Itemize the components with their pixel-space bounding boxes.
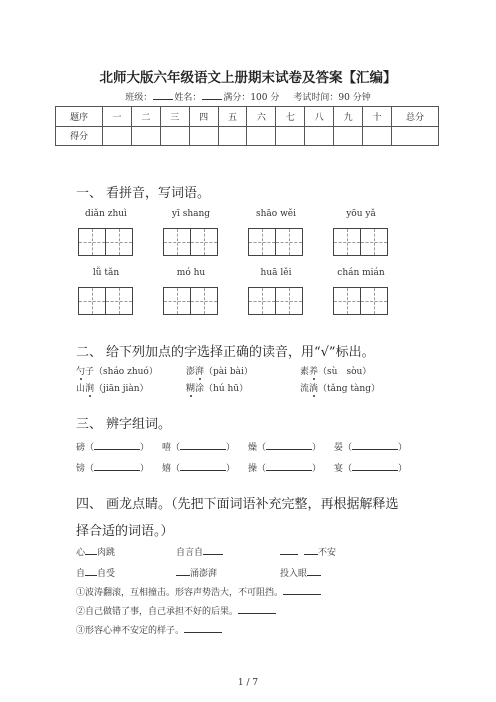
writing-cell[interactable] — [248, 287, 276, 315]
writing-cell[interactable] — [360, 287, 388, 315]
pronunciation-item[interactable]: 澎湃（pài bài） — [186, 364, 253, 377]
answer-blank[interactable] — [180, 441, 226, 450]
score-cell[interactable] — [189, 126, 218, 146]
section3-title: 辨字组词。 — [106, 417, 172, 432]
page-number: 1 / 7 — [237, 678, 259, 688]
pinyin-label: yōu yǎ — [346, 209, 376, 219]
score-header-cell: 二 — [131, 107, 160, 127]
answer-blank[interactable] — [238, 605, 276, 614]
exam-time: 考试时间：90 分钟 — [293, 93, 371, 103]
writing-grid — [333, 287, 387, 315]
answer-blank[interactable] — [307, 567, 321, 576]
page-title: 北师大版六年级语文上册期末试卷及答案【汇编】 — [99, 70, 397, 86]
pinyin-label: mó hu — [176, 268, 206, 278]
answer-blank[interactable] — [180, 462, 226, 471]
word-group-item[interactable]: 嬉（ ） — [162, 464, 236, 474]
pinyin-label: chán mián — [337, 268, 385, 278]
score-value-row — [56, 126, 439, 146]
pronunciation-item[interactable]: 勺子（sháo zhuó） — [76, 364, 158, 377]
pronunciation-item[interactable]: 糊涂（hú hū） — [186, 381, 248, 394]
class-blank — [153, 91, 173, 100]
writing-grid — [163, 287, 217, 315]
score-header-cell: 十 — [363, 107, 392, 127]
pinyin-label: shāo wěi — [256, 209, 296, 219]
writing-cell[interactable] — [248, 228, 276, 256]
writing-cell[interactable] — [78, 287, 106, 315]
score-cell[interactable] — [276, 126, 305, 146]
writing-cell[interactable] — [275, 287, 303, 315]
writing-cell[interactable] — [78, 228, 106, 256]
exam-meta — [0, 90, 496, 103]
idiom-item[interactable]: 心 肉跳 — [76, 548, 116, 558]
score-header-cell: 七 — [276, 107, 305, 127]
score-header-cell: 五 — [218, 107, 247, 127]
word-group-item[interactable]: 磅（ ） — [76, 443, 150, 453]
word-group-item[interactable]: 晏（ ） — [334, 443, 408, 453]
word-group-item[interactable]: 燥（ ） — [248, 443, 322, 453]
answer-blank[interactable] — [85, 567, 97, 576]
writing-cell[interactable] — [190, 287, 218, 315]
writing-grid — [78, 287, 132, 315]
answer-blank[interactable] — [266, 441, 312, 450]
answer-blank[interactable] — [184, 624, 222, 633]
name-label: 姓名： — [174, 93, 202, 103]
idiom-item[interactable]: 投入眼 — [280, 566, 321, 579]
score-cell[interactable] — [392, 126, 439, 146]
section4-number: 四、 — [76, 497, 103, 512]
section3-number: 三、 — [76, 417, 103, 432]
section4-heading — [76, 493, 399, 512]
pinyin-label: huā lěi — [260, 268, 292, 278]
section3-heading — [76, 413, 171, 432]
score-header-cell: 四 — [189, 107, 218, 127]
idiom-item[interactable]: 自 自受 — [76, 569, 116, 579]
section2-number: 二、 — [76, 345, 103, 360]
answer-blank[interactable] — [266, 462, 312, 471]
score-cell[interactable] — [334, 126, 363, 146]
score-header-cell: 九 — [334, 107, 363, 127]
writing-cell[interactable] — [190, 228, 218, 256]
score-cell[interactable] — [247, 126, 276, 146]
name-blank — [202, 91, 222, 100]
pinyin-label: diǎn zhuì — [85, 209, 127, 219]
score-table — [55, 106, 439, 146]
writing-cell[interactable] — [360, 228, 388, 256]
pronunciation-item[interactable]: 山涧（jiān jiàn） — [76, 381, 149, 394]
pronunciation-item[interactable]: 流淌（tǎng tàng） — [300, 381, 380, 394]
score-row-label: 得分 — [56, 126, 103, 146]
section4-title-cont: 择合适的词语。） — [76, 524, 174, 539]
section1-number: 一、 — [76, 186, 103, 201]
writing-grid — [163, 228, 217, 256]
section2-heading — [76, 341, 375, 360]
writing-grid — [248, 228, 302, 256]
writing-grid — [248, 287, 302, 315]
pronunciation-item[interactable]: 素养（sù sòu） — [300, 364, 371, 377]
pinyin-label: yī shang — [171, 209, 211, 219]
writing-cell[interactable] — [333, 228, 361, 256]
writing-cell[interactable] — [333, 287, 361, 315]
answer-blank[interactable] — [203, 546, 223, 555]
score-cell[interactable] — [131, 126, 160, 146]
writing-cell[interactable] — [105, 228, 133, 256]
score-cell[interactable] — [103, 126, 132, 146]
writing-cell[interactable] — [275, 228, 303, 256]
answer-blank[interactable] — [304, 546, 318, 555]
writing-grid — [333, 228, 387, 256]
idiom-item[interactable]: 涌澎湃 — [176, 566, 217, 579]
answer-blank[interactable] — [352, 462, 398, 471]
score-header-row — [56, 107, 439, 127]
definition-item[interactable]: ③形容心神不安定的样子。 — [76, 623, 222, 636]
score-header-cell: 六 — [247, 107, 276, 127]
class-label: 班级： — [125, 93, 153, 103]
answer-blank[interactable] — [280, 546, 298, 555]
word-group-item[interactable]: 嘻（ ） — [162, 443, 236, 453]
pinyin-label: lǚ tǎn — [92, 268, 120, 278]
score-header-cell: 题序 — [56, 107, 103, 127]
section2-title: 给下列加点的字选择正确的读音，用“√”标出。 — [106, 345, 375, 360]
section4-title: 画龙点睛。（先把下面词语补充完整，再根据解释选 — [106, 497, 399, 512]
writing-cell[interactable] — [105, 287, 133, 315]
writing-grid — [78, 228, 132, 256]
answer-blank[interactable] — [283, 586, 321, 595]
word-group-item[interactable]: 镑（ ） — [76, 464, 150, 474]
score-header-cell: 总分 — [392, 107, 439, 127]
answer-blank[interactable] — [352, 441, 398, 450]
definition-item[interactable]: ①波涛翻滚，互相撞击。形容声势浩大，不可阻挡。 — [76, 585, 321, 598]
idiom-item[interactable]: 不安 — [280, 545, 336, 558]
score-cell[interactable] — [160, 126, 189, 146]
score-header-cell: 三 — [160, 107, 189, 127]
section1-title: 看拼音，写词语。 — [106, 186, 211, 201]
answer-blank[interactable] — [94, 441, 140, 450]
full-score: 满分：100 分 — [223, 93, 280, 103]
score-cell[interactable] — [305, 126, 334, 146]
word-group-item[interactable]: 操（ ） — [248, 464, 322, 474]
answer-blank[interactable] — [85, 546, 97, 555]
score-cell[interactable] — [218, 126, 247, 146]
writing-cell[interactable] — [163, 287, 191, 315]
answer-blank[interactable] — [94, 462, 140, 471]
idiom-item[interactable]: 自言自 — [176, 545, 223, 558]
word-group-item[interactable]: 宴（ ） — [334, 464, 408, 474]
definition-item[interactable]: ②自己做错了事，自己承担不好的后果。 — [76, 604, 276, 617]
score-header-cell: 八 — [305, 107, 334, 127]
section1-heading — [76, 182, 210, 201]
score-cell[interactable] — [363, 126, 392, 146]
score-header-cell: 一 — [103, 107, 132, 127]
answer-blank[interactable] — [176, 567, 190, 576]
writing-cell[interactable] — [163, 228, 191, 256]
